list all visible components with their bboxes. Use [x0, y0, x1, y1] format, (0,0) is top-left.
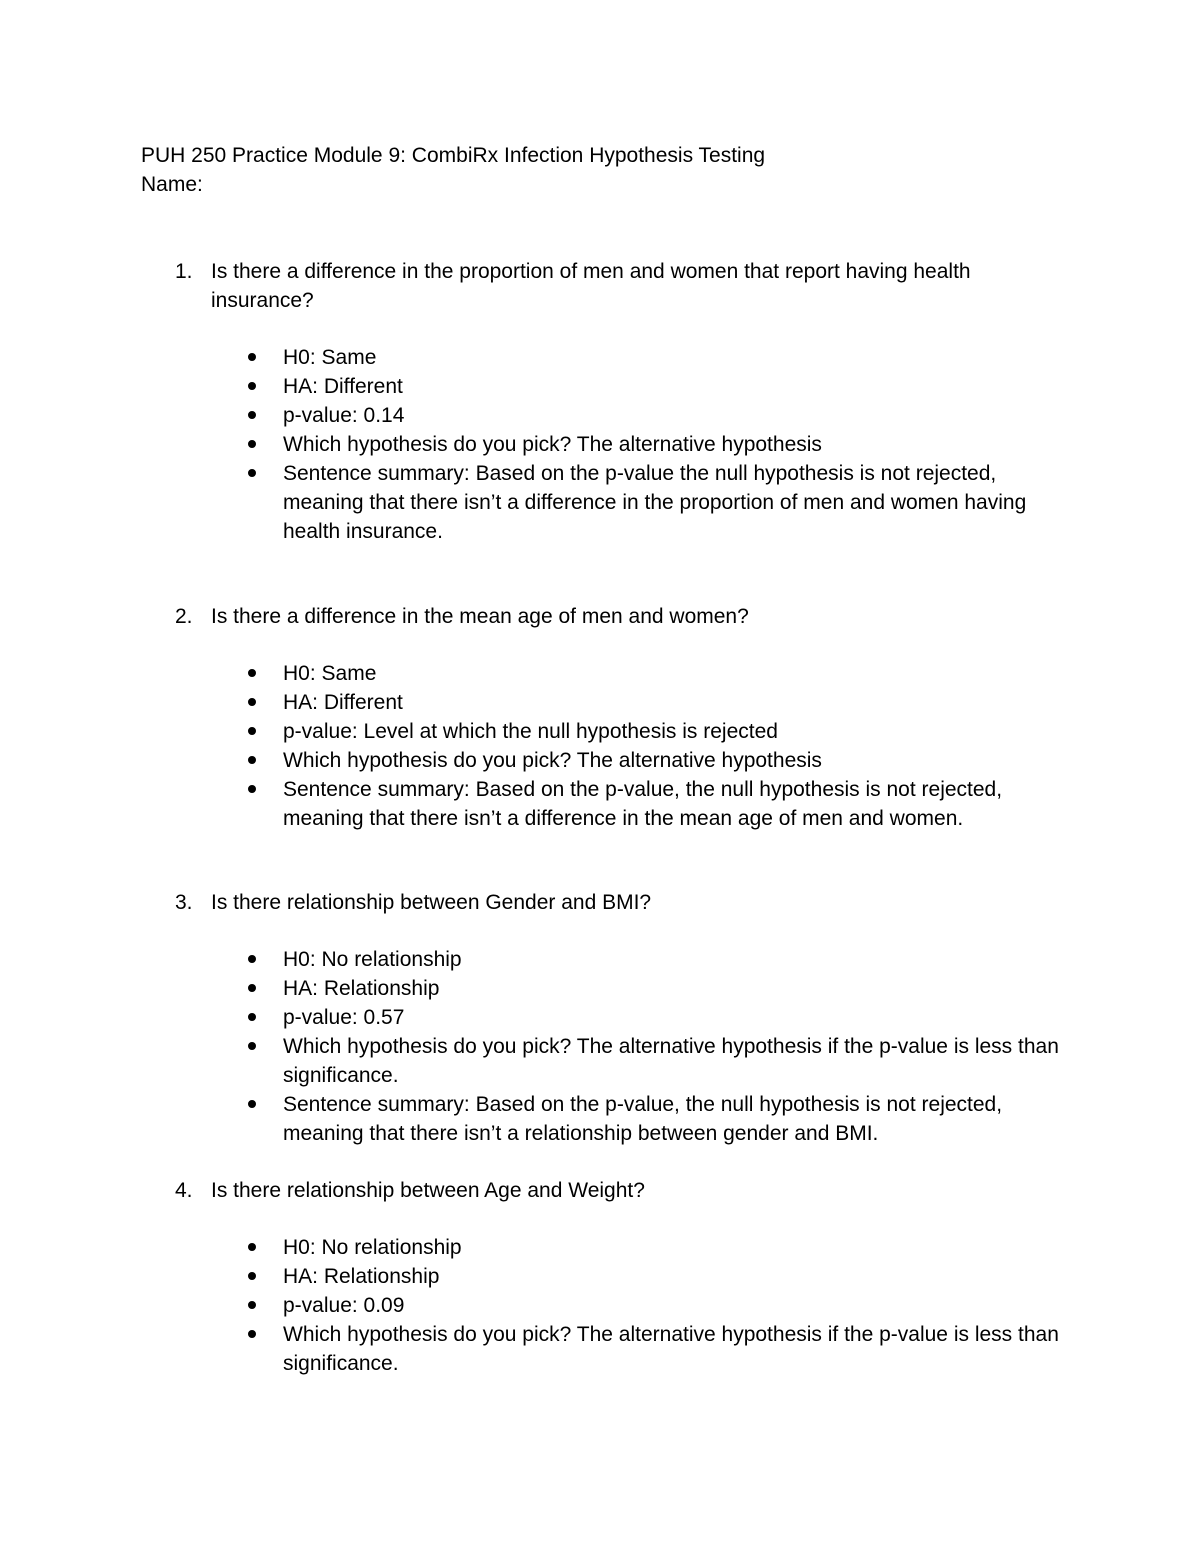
- question-line: [0, 257, 1071, 315]
- question-text: Is there a difference in the mean age of men and women?: [211, 605, 749, 628]
- list-item: [0, 945, 1063, 974]
- bullet-icon: [248, 1272, 256, 1280]
- list-item: [0, 1090, 1063, 1148]
- bullet-icon: [248, 756, 256, 764]
- bullet-icon: [248, 1243, 256, 1251]
- list-item: [0, 1262, 1063, 1291]
- question-text: Is there relationship between Gender and BMI?: [211, 891, 652, 914]
- document-header: [141, 141, 765, 199]
- bullet-icon: [248, 1330, 256, 1338]
- document-title: PUH 250 Practice Module 9: CombiRx Infection Hypothesis Testing: [141, 144, 766, 167]
- list-item-text: H0: No relationship: [283, 1236, 462, 1259]
- list-item-text: HA: Relationship: [283, 977, 440, 1000]
- list-item: [0, 459, 1063, 546]
- bullet-icon: [248, 411, 256, 419]
- list-item: [0, 717, 1063, 746]
- bullet-icon: [248, 440, 256, 448]
- list-item: [0, 688, 1063, 717]
- list-item-text: Sentence summary: Based on the p-value the null hypothesis is not rejected, meaning that there isn’t a difference in the proportion of men and women having health insurance.: [283, 462, 1027, 543]
- list-item-text: Which hypothesis do you pick? The alternative hypothesis: [283, 749, 822, 772]
- list-item: [0, 659, 1063, 688]
- question-1: [0, 257, 1200, 546]
- list-item-text: HA: Relationship: [283, 1265, 440, 1288]
- list-item: [0, 1233, 1063, 1262]
- question-text: Is there relationship between Age and Weight?: [211, 1179, 645, 1202]
- list-item-text: p-value: Level at which the null hypothesis is rejected: [283, 720, 778, 743]
- list-item-text: p-value: 0.14: [283, 404, 405, 427]
- question-number: 3.: [175, 891, 193, 914]
- bullet-icon: [248, 353, 256, 361]
- bullet-icon: [248, 1100, 256, 1108]
- bullet-icon: [248, 669, 256, 677]
- question-2: [0, 602, 1200, 833]
- list-item-text: H0: Same: [283, 346, 377, 369]
- question-number: 1.: [175, 260, 193, 283]
- question-4: [0, 1176, 1200, 1378]
- bullet-icon: [248, 469, 256, 477]
- list-item-text: H0: No relationship: [283, 948, 462, 971]
- question-3: [0, 888, 1200, 1148]
- answer-list: [0, 659, 1200, 833]
- question-text: Is there a difference in the proportion of men and women that report having health insurance?: [211, 260, 971, 312]
- name-label: Name:: [141, 173, 203, 196]
- list-item: [0, 1291, 1063, 1320]
- bullet-icon: [248, 984, 256, 992]
- bullet-icon: [248, 785, 256, 793]
- question-number: 4.: [175, 1179, 193, 1202]
- list-item-text: HA: Different: [283, 375, 403, 398]
- list-item: [0, 1032, 1063, 1090]
- bullet-icon: [248, 1042, 256, 1050]
- list-item-text: HA: Different: [283, 691, 403, 714]
- bullet-icon: [248, 1013, 256, 1021]
- list-item: [0, 1320, 1063, 1378]
- bullet-icon: [248, 382, 256, 390]
- question-line: [0, 602, 1071, 631]
- answer-list: [0, 1233, 1200, 1378]
- list-item-text: H0: Same: [283, 662, 377, 685]
- question-line: [0, 1176, 1071, 1205]
- list-item-text: Which hypothesis do you pick? The alternative hypothesis if the p-value is less than significance.: [283, 1035, 1059, 1087]
- list-item: [0, 974, 1063, 1003]
- bullet-icon: [248, 955, 256, 963]
- list-item: [0, 372, 1063, 401]
- list-item: [0, 1003, 1063, 1032]
- question-line: [0, 888, 1071, 917]
- answer-list: [0, 945, 1200, 1148]
- bullet-icon: [248, 1301, 256, 1309]
- list-item-text: Sentence summary: Based on the p-value, the null hypothesis is not rejected, meaning that there isn’t a difference in the mean age of men and women.: [283, 778, 1003, 830]
- list-item-text: p-value: 0.09: [283, 1294, 405, 1317]
- list-item-text: Which hypothesis do you pick? The alternative hypothesis: [283, 433, 822, 456]
- answer-list: [0, 343, 1200, 546]
- list-item-text: Sentence summary: Based on the p-value, the null hypothesis is not rejected, meaning that there isn’t a relationship between gender and BMI.: [283, 1093, 1003, 1145]
- list-item: [0, 430, 1063, 459]
- question-number: 2.: [175, 605, 193, 628]
- list-item: [0, 401, 1063, 430]
- bullet-icon: [248, 698, 256, 706]
- list-item: [0, 343, 1063, 372]
- list-item-text: Which hypothesis do you pick? The alternative hypothesis if the p-value is less than significance.: [283, 1323, 1059, 1375]
- list-item-text: p-value: 0.57: [283, 1006, 405, 1029]
- list-item: [0, 746, 1063, 775]
- list-item: [0, 775, 1063, 833]
- bullet-icon: [248, 727, 256, 735]
